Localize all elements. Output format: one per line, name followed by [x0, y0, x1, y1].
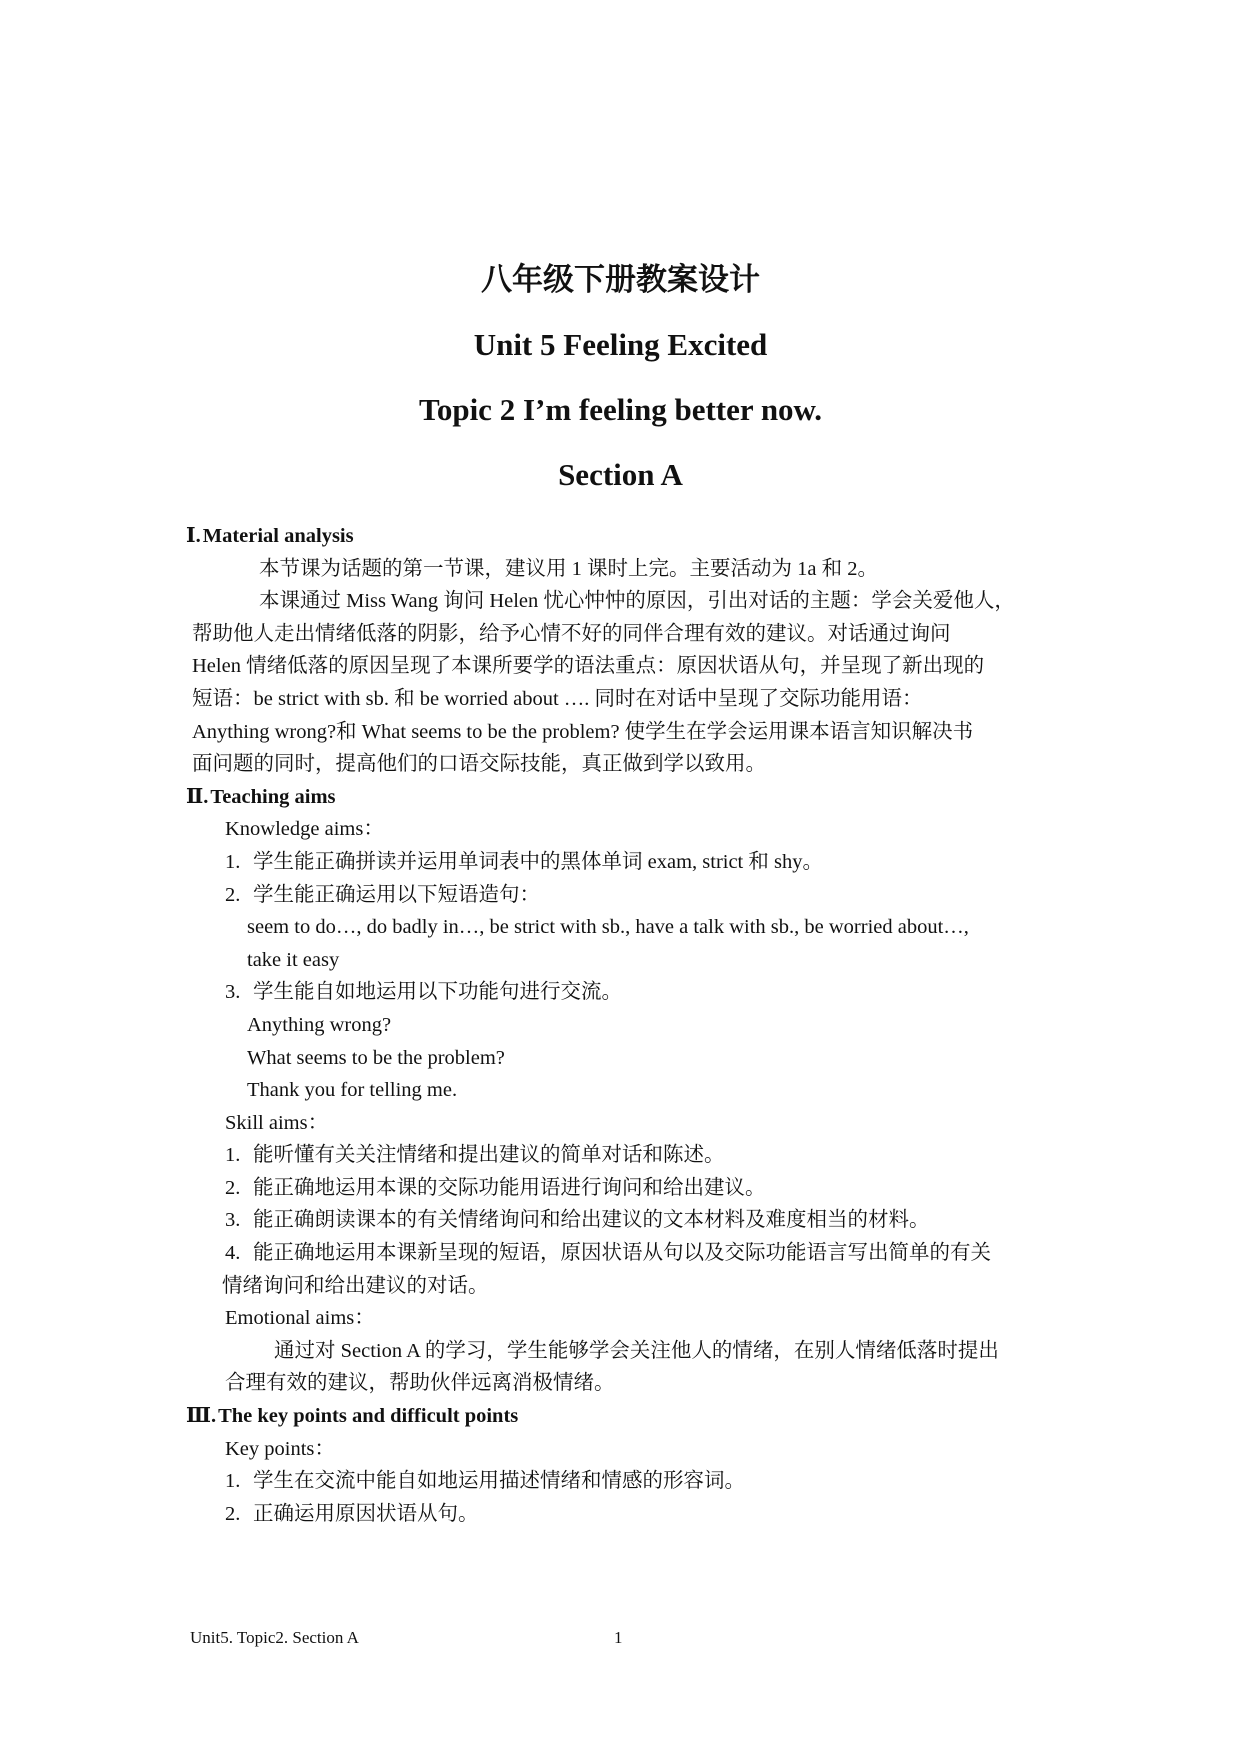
section-heading-text: The key points and difficult points: [218, 1405, 519, 1428]
list-number: 1.: [225, 850, 241, 873]
footer-label: Unit5. Topic2. Section A: [190, 1628, 359, 1647]
list-text: 能正确地运用本课新呈现的短语，原因状语从句以及交际功能语言写出简单的有关: [253, 1242, 991, 1265]
unit-title: Unit 5 Feeling Excited: [473, 327, 768, 362]
list-item: [192, 1465, 1092, 1498]
list-item: [192, 1139, 1092, 1172]
list-item: [192, 1204, 1092, 1237]
list-number: 3.: [225, 981, 241, 1004]
list-item: [192, 1498, 1092, 1531]
list-text: 学生能正确运用以下短语造句：: [253, 883, 540, 906]
subheading-emotional: Emotional aims：: [225, 1307, 375, 1330]
list-item: [192, 879, 1092, 912]
section-heading-text: Material analysis: [202, 525, 354, 547]
phrase-line: take it easy: [247, 948, 340, 971]
paragraph: 通过对 Section A 的学习，学生能够学会关注他人的情绪，在别人情绪低落时提出: [274, 1339, 999, 1362]
list-number: 1.: [225, 1144, 241, 1167]
subheading-knowledge: Knowledge aims：: [225, 818, 384, 841]
list-number: 4.: [225, 1242, 241, 1265]
list-item-continuation: 情绪询问和给出建议的对话。: [222, 1274, 489, 1297]
phrase-line: seem to do…, do badly in…, be strict with sb., have a talk with sb., be worried about…,: [247, 916, 969, 939]
subheading-skill: Skill aims：: [225, 1111, 329, 1134]
document-body: [186, 520, 1092, 1530]
function-sentence: Anything wrong?: [247, 1013, 392, 1036]
paragraph-line: Helen 情绪低落的原因呈现了本课所要学的语法重点：原因状语从句，并呈现了新出现的: [192, 655, 985, 678]
list-number: 2.: [225, 883, 241, 906]
section-number: Ⅲ.: [186, 1405, 217, 1428]
list-item: [192, 1237, 1092, 1270]
list-number: 1.: [225, 1470, 241, 1493]
paragraph-line: 合理有效的建议，帮助伙伴远离消极情绪。: [225, 1372, 615, 1395]
list-text: 学生能自如地运用以下功能句进行交流。: [253, 981, 622, 1004]
topic-title: Topic 2 I’m feeling better now.: [419, 392, 822, 427]
list-text: 能听懂有关关注情绪和提出建议的简单对话和陈述。: [253, 1144, 725, 1167]
paragraph-line: Anything wrong?和 What seems to be the problem? 使学生在学会运用课本语言知识解决书: [192, 720, 974, 743]
function-sentence: Thank you for telling me.: [247, 1079, 458, 1102]
list-text: 正确运用原因状语从句。: [253, 1502, 479, 1525]
paragraph-line: 帮助他人走出情绪低落的阴影，给予心情不好的同伴合理有效的建议。对话通过询问: [192, 622, 951, 645]
list-item: [192, 846, 1092, 879]
section-number: Ⅰ.: [186, 525, 201, 547]
section-heading-aims: [186, 781, 1092, 814]
subheading-key-points: Key points：: [225, 1437, 335, 1460]
list-number: 3.: [225, 1209, 241, 1232]
list-item: [192, 1172, 1092, 1205]
page-number: 1: [614, 1628, 623, 1647]
section-heading-material: [186, 520, 1092, 553]
paragraph: 本节课为话题的第一节课，建议用 1 课时上完。主要活动为 1a 和 2。: [259, 557, 878, 580]
list-number: 2.: [225, 1502, 241, 1525]
function-sentence: What seems to be the problem?: [247, 1046, 505, 1069]
paragraph-line: 面问题的同时，提高他们的口语交际技能，真正做到学以致用。: [192, 753, 766, 776]
paragraph-line: 短语：be strict with sb. 和 be worried about …. 同时在对话中呈现了交际功能用语：: [192, 687, 923, 710]
list-number: 2.: [225, 1176, 241, 1199]
list-item: [192, 976, 1092, 1009]
section-number: Ⅱ.: [186, 785, 209, 808]
paragraph: 本课通过 Miss Wang 询问 Helen 忧心忡忡的原因，引出对话的主题：学会关爱他人，: [259, 590, 1015, 613]
title-block: [0, 262, 1241, 492]
list-text: 能正确地运用本课的交际功能用语进行询问和给出建议。: [253, 1176, 766, 1199]
section-heading-keypoints: [186, 1400, 1092, 1433]
document-title: 八年级下册教案设计: [481, 262, 760, 297]
list-text: 学生在交流中能自如地运用描述情绪和情感的形容词。: [253, 1470, 745, 1493]
list-text: 学生能正确拼读并运用单词表中的黑体单词 exam, strict 和 shy。: [253, 850, 823, 873]
section-heading-text: Teaching aims: [210, 785, 336, 808]
list-text: 能正确朗读课本的有关情绪询问和给出建议的文本材料及难度相当的材料。: [253, 1209, 930, 1232]
section-title: Section A: [558, 457, 683, 492]
